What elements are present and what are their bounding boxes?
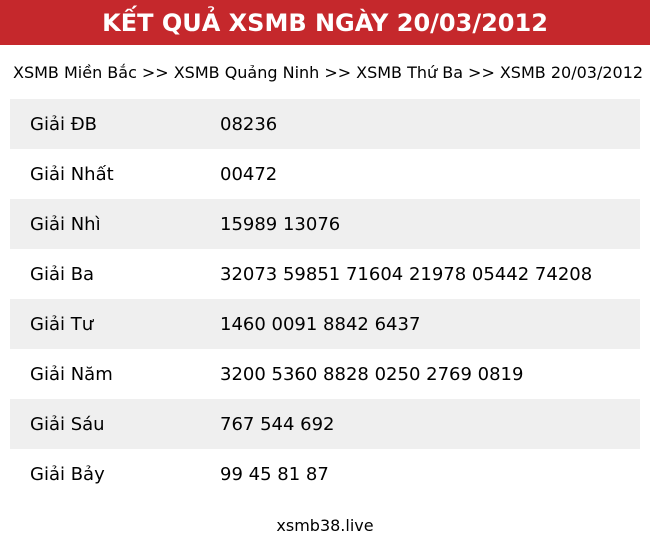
breadcrumb-item-thu-ba[interactable]: XSMB Thứ Ba bbox=[356, 62, 464, 82]
result-row-giai-nhat bbox=[10, 149, 640, 199]
prize-label: Giải Nhất bbox=[30, 163, 114, 185]
results-table bbox=[10, 99, 640, 499]
prize-label: Giải Bảy bbox=[30, 463, 105, 485]
breadcrumb-separator: >> bbox=[324, 62, 352, 82]
prize-numbers: 00472 bbox=[220, 163, 278, 185]
breadcrumb-item-mien-bac[interactable]: XSMB Miền Bắc bbox=[13, 62, 137, 82]
result-row-giai-db bbox=[10, 99, 640, 149]
breadcrumb-item-quang-ninh[interactable]: XSMB Quảng Ninh bbox=[173, 62, 320, 82]
breadcrumb bbox=[0, 45, 650, 99]
result-row-giai-nam bbox=[10, 349, 640, 399]
prize-label: Giải Sáu bbox=[30, 413, 105, 435]
result-row-giai-sau bbox=[10, 399, 640, 449]
breadcrumb-separator: >> bbox=[141, 62, 169, 82]
page-title: KẾT QUẢ XSMB NGÀY 20/03/2012 bbox=[102, 8, 548, 37]
prize-label: Giải Ba bbox=[30, 263, 95, 285]
result-row-giai-tu bbox=[10, 299, 640, 349]
prize-label: Giải Nhì bbox=[30, 213, 101, 235]
prize-numbers: 08236 bbox=[220, 113, 278, 135]
prize-label: Giải Tư bbox=[30, 313, 94, 335]
prize-numbers: 1460 0091 8842 6437 bbox=[220, 313, 421, 335]
result-row-giai-ba bbox=[10, 249, 640, 299]
prize-numbers: 32073 59851 71604 21978 05442 74208 bbox=[220, 263, 593, 285]
page-header bbox=[0, 0, 650, 45]
page-footer bbox=[0, 516, 650, 535]
result-row-giai-nhi bbox=[10, 199, 640, 249]
breadcrumb-item-date[interactable]: XSMB 20/03/2012 bbox=[499, 62, 644, 82]
footer-site-link[interactable]: xsmb38.live bbox=[276, 516, 374, 535]
result-row-giai-bay bbox=[10, 449, 640, 499]
prize-numbers: 15989 13076 bbox=[220, 213, 341, 235]
prize-label: Giải Năm bbox=[30, 363, 113, 385]
prize-numbers: 3200 5360 8828 0250 2769 0819 bbox=[220, 363, 524, 385]
prize-numbers: 99 45 81 87 bbox=[220, 463, 329, 485]
prize-label: Giải ĐB bbox=[30, 113, 97, 135]
breadcrumb-separator: >> bbox=[468, 62, 495, 82]
prize-numbers: 767 544 692 bbox=[220, 413, 335, 435]
